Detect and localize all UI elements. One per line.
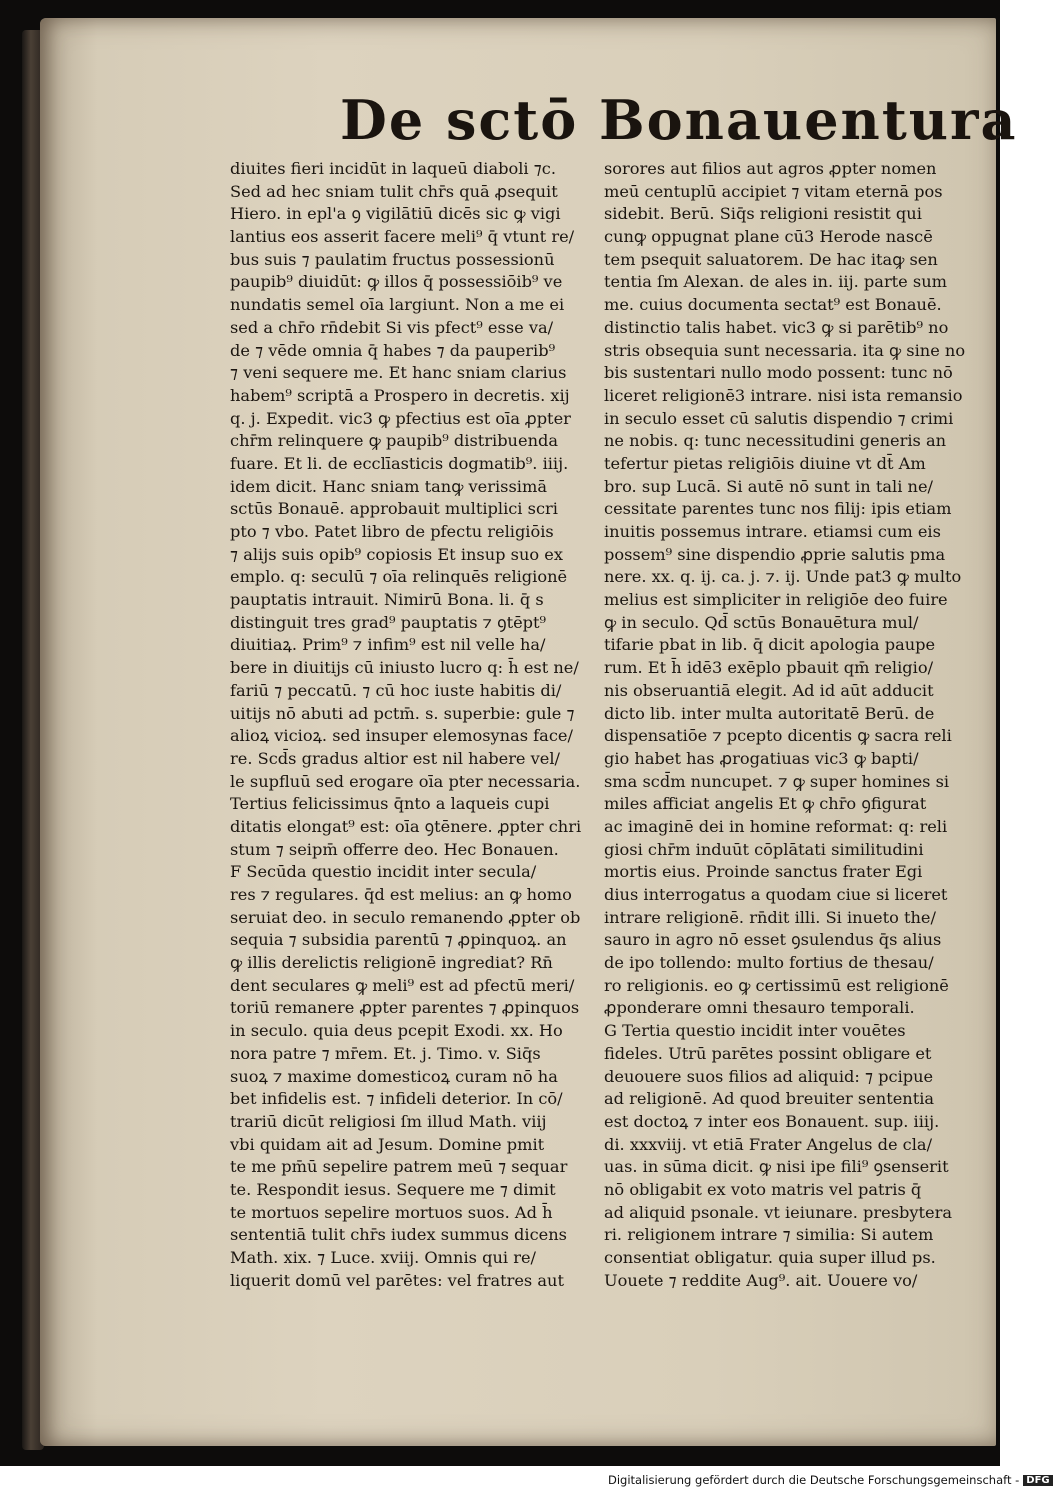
text-line: sorores aut filios aut agros ꝓpter nomen: [604, 159, 937, 178]
text-line: ro religionis. eo ꝙ certissimū est religionē: [604, 975, 949, 995]
text-line: ꝓponderare omni thesauro temporali.: [604, 998, 915, 1018]
text-line: in seculo. quia deus pcepit Exodi. xx. Ho: [230, 1021, 563, 1041]
text-line: trariū dicūt religiosi ſm illud Math. viij: [230, 1111, 547, 1131]
text-line: consentiat obligatur. quia super illud ps.: [604, 1248, 936, 1267]
text-line: alioꝝ vicioꝝ. sed insuper elemosynas face/: [230, 726, 573, 746]
text-line: toriū remanere ꝓpter parentes ⁊ ꝓpinquos: [230, 998, 580, 1018]
text-line: ⁊ alijs suis opib⁹ copiosis Et insup suo ex: [230, 544, 563, 564]
text-line: sctūs Bonauē. approbauit multiplici scri: [230, 499, 558, 519]
text-line: chr̄m relinquere ꝙ paupib⁹ distribuenda: [230, 431, 559, 451]
text-line: tefertur pietas religiōis diuine vt dt̄ Am: [604, 453, 926, 473]
text-line: emplo. q: seculū ⁊ oīa relinquēs religionē: [230, 567, 568, 587]
text-line: ditatis elongat⁹ est: oīa ꝯtēnere. ꝓpter chri: [230, 816, 582, 836]
text-line: ꝙ illis derelictis religionē ingrediat? Rn̄: [230, 953, 553, 973]
text-line: stris obsequia sunt necessaria. ita ꝙ sine no: [604, 340, 966, 360]
text-line: F Secūda questio incidit inter secula/: [230, 862, 537, 882]
text-line: giosi chr̄m induūt cōplātati similitudini: [604, 839, 924, 859]
text-line: gio habet has ꝓrogatiuas vic3 ꝙ bapti/: [604, 748, 919, 768]
text-line: dius interrogatus a quodam ciue si liceret: [604, 885, 948, 904]
text-line: ad religionē. Ad quod breuiter sententia: [604, 1089, 935, 1109]
text-line: distinctio talis habet. vic3 ꝙ si parētib⁹ no: [604, 317, 949, 337]
text-line: nora patre ⁊ mr̄em. Et. j. Timo. v. Siq̄s: [230, 1043, 541, 1063]
text-line: me. cuius documenta sectat⁹ est Bonauē.: [604, 295, 942, 315]
text-line: inuitis possemus intrare. etiamsi cum eis: [604, 522, 941, 541]
text-line: di. xxxviij. vt etiā Frater Angelus de cla/: [604, 1134, 933, 1154]
text-line: te me pm̄ū sepelire patrem meū ⁊ sequar: [230, 1157, 568, 1177]
text-line: sententiā tulit chr̄s iudex summus dicens: [230, 1225, 567, 1245]
text-line: sma scd̄m nuncupet. ⁊ ꝙ super homines si: [604, 771, 950, 791]
text-line: liceret religionē3 intrare. nisi ista remansio: [604, 385, 963, 405]
text-line: ad aliquid psonale. vt ieiunare. presbytera: [604, 1202, 952, 1222]
right-text-column: [604, 158, 966, 1292]
text-line: suoꝝ ⁊ maxime domesticoꝝ curam nō ha: [230, 1066, 558, 1086]
text-line: nis obseruantiā elegit. Ad id aūt adducit: [604, 680, 934, 700]
text-line: ne nobis. q: tunc necessitudini generis an: [604, 431, 947, 451]
text-line: Math. xix. ⁊ Luce. xviij. Omnis qui re/: [230, 1248, 536, 1267]
running-header: De sctō Bonauentura: [340, 88, 1018, 152]
text-line: Uouete ⁊ reddite Aug⁹. ait. Uouere vo/: [604, 1270, 918, 1290]
text-line: Sed ad hec sniam tulit chr̄s quā ꝓsequit: [230, 181, 558, 201]
text-line: sidebit. Berū. Siq̄s religioni resistit qui: [604, 204, 922, 224]
text-line: uas. in sūma dicit. ꝙ nisi ipe fili⁹ ꝯsenserit: [604, 1157, 949, 1177]
text-line: est doctoꝝ ⁊ inter eos Bonauent. sup. iiij.: [604, 1111, 940, 1131]
funding-footer: [608, 1473, 1050, 1489]
text-line: cunꝙ oppugnat plane cū3 Herode nascē: [604, 227, 933, 247]
text-line: bere in diuitijs cū iniusto lucro q: h̄ est ne/: [230, 658, 579, 678]
text-line: de ipo tollendo: multo fortius de thesau/: [604, 953, 934, 973]
text-line: pto ⁊ vbo. Patet libro de pfectu religiōis: [230, 522, 554, 541]
text-line: intrare religionē. rn̄dit illi. Si inueto the/: [604, 907, 936, 927]
text-line: Tertius felicissimus q̄nto a laqueis cupi: [230, 794, 550, 814]
text-line: G Tertia questio incidit inter vouētes: [604, 1021, 906, 1041]
text-line: tentia ſm Alexan. de ales in. iij. parte sum: [604, 272, 947, 292]
text-line: tem psequit saluatorem. De hac itaꝙ sen: [604, 249, 938, 269]
text-line: fideles. Utrū parētes possint obligare et: [604, 1043, 932, 1063]
text-line: mortis eius. Proinde sanctus frater Egi: [604, 862, 923, 882]
text-line: ac imaginē dei in homine reformat: q: reli: [604, 816, 948, 836]
text-line: cessitate parentes tunc nos filij: ipis etiam: [604, 499, 952, 519]
text-line: dent seculares ꝙ meli⁹ est ad pfectū meri/: [230, 975, 575, 995]
text-line: seruiat deo. in seculo remanendo ꝓpter ob: [230, 907, 581, 927]
text-line: distinguit tres grad⁹ pauptatis ⁊ ꝯtēpt⁹: [230, 612, 547, 632]
text-line: tifarie pbat in lib. q̄ dicit apologia paupe: [604, 635, 936, 655]
text-line: bet infidelis est. ⁊ infideli deterior. In cō/: [230, 1089, 563, 1109]
left-text-column: [230, 158, 602, 1292]
text-line: in seculo esset cū salutis dispendio ⁊ crimi: [604, 408, 954, 428]
text-line: uitijs nō abuti ad pctm̄. s. superbie: gule ⁊: [230, 703, 575, 723]
text-line: diuites fieri incidūt in laqueū diaboli ⁊c.: [230, 159, 556, 178]
text-line: idem dicit. Hanc sniam tanꝙ verissimā: [230, 476, 547, 496]
text-line: bis sustentari nullo modo possent: tunc nō: [604, 363, 953, 383]
text-line: sauro in agro nō esset ꝯsulendus q̄s alius: [604, 930, 942, 950]
text-line: paupib⁹ diuidūt: ꝙ illos q̄ possessiōib⁹ ve: [230, 272, 563, 292]
text-line: fuare. Et li. de ecclīasticis dogmatib⁹. iiij.: [230, 453, 569, 473]
text-line: meū centuplū accipiet ⁊ vitam eternā pos: [604, 181, 943, 201]
text-line: re. Scd̄s gradus altior est nil habere vel/: [230, 748, 561, 768]
text-line: dispensatiōe ⁊ pcepto dicentis ꝙ sacra reli: [604, 726, 952, 746]
text-line: pauptatis intrauit. Nimirū Bona. li. q̄ s: [230, 590, 544, 610]
text-line: rum. Et h̄ idē3 exēplo pbauit qm̄ religio/: [604, 658, 934, 678]
text-line: te mortuos sepelire mortuos suos. Ad h̄: [230, 1202, 553, 1222]
text-line: ⁊ veni sequere me. Et hanc sniam clarius: [230, 363, 567, 383]
funding-text: Digitalisierung gefördert durch die Deutsche Forschungsgemeinschaft -: [608, 1473, 1020, 1487]
text-line: deuouere suos filios ad aliquid: ⁊ pcipue: [604, 1066, 934, 1086]
text-line: possem⁹ sine dispendio ꝓprie salutis pma: [604, 544, 946, 564]
dfg-logo: DFG: [1023, 1475, 1052, 1486]
text-line: bro. sup Lucā. Si autē nō sunt in tali ne/: [604, 476, 933, 496]
text-line: sequia ⁊ subsidia parentū ⁊ ꝓpinquoꝝ. an: [230, 930, 567, 950]
text-line: le supfluū sed erogare oīa pter necessaria.: [230, 771, 581, 791]
text-line: miles afficiat angelis Et ꝙ chr̄o ꝯfigurat: [604, 794, 927, 814]
text-line: stum ⁊ seipm̄ offerre deo. Hec Bonauen.: [230, 839, 559, 859]
text-line: ri. religionem intrare ⁊ similia: Si autem: [604, 1225, 934, 1245]
text-line: diuitiaꝝ. Prim⁹ ⁊ infim⁹ est nil velle ha/: [230, 635, 546, 655]
text-line: te. Respondit iesus. Sequere me ⁊ dimit: [230, 1179, 556, 1199]
text-line: q. j. Expedit. vic3 ꝙ pfectius est oīa ꝓpter: [230, 408, 571, 428]
text-line: fariū ⁊ peccatū. ⁊ cū hoc iuste habitis di/: [230, 680, 562, 700]
text-line: bus suis ⁊ paulatim fructus possessionū: [230, 249, 555, 269]
text-line: lantius eos asserit facere meli⁹ q̄ vtunt re/: [230, 227, 575, 247]
text-line: res ⁊ regulares. q̄d est melius: an ꝙ homo: [230, 885, 572, 904]
text-line: melius est simpliciter in religiōe deo fuire: [604, 590, 948, 610]
text-line: nundatis semel oīa largiunt. Non a me ei: [230, 295, 565, 315]
text-line: liquerit domū vel parētes: vel fratres aut: [230, 1270, 564, 1290]
text-line: vbi quidam ait ad Jesum. Domine pmit: [230, 1134, 545, 1154]
text-line: sed a chr̄o rn̄debit Si vis pfect⁹ esse va/: [230, 317, 554, 337]
text-line: dicto lib. inter multa autoritatē Berū. de: [604, 703, 935, 723]
text-line: ꝙ in seculo. Qd̄ sctūs Bonauētura mul/: [604, 612, 919, 632]
text-line: Hiero. in epl'a ꝯ vigilātiū dicēs sic ꝙ vigi: [230, 204, 561, 224]
text-line: nō obligabit ex voto matris vel patris q̄: [604, 1179, 922, 1199]
text-line: habem⁹ scriptā a Prospero in decretis. xij: [230, 385, 570, 405]
text-line: nere. xx. q. ij. ca. j. ⁊. ij. Unde pat3 ꝙ multo: [604, 567, 962, 587]
text-line: de ⁊ vēde omnia q̄ habes ⁊ da pauperib⁹: [230, 340, 556, 360]
